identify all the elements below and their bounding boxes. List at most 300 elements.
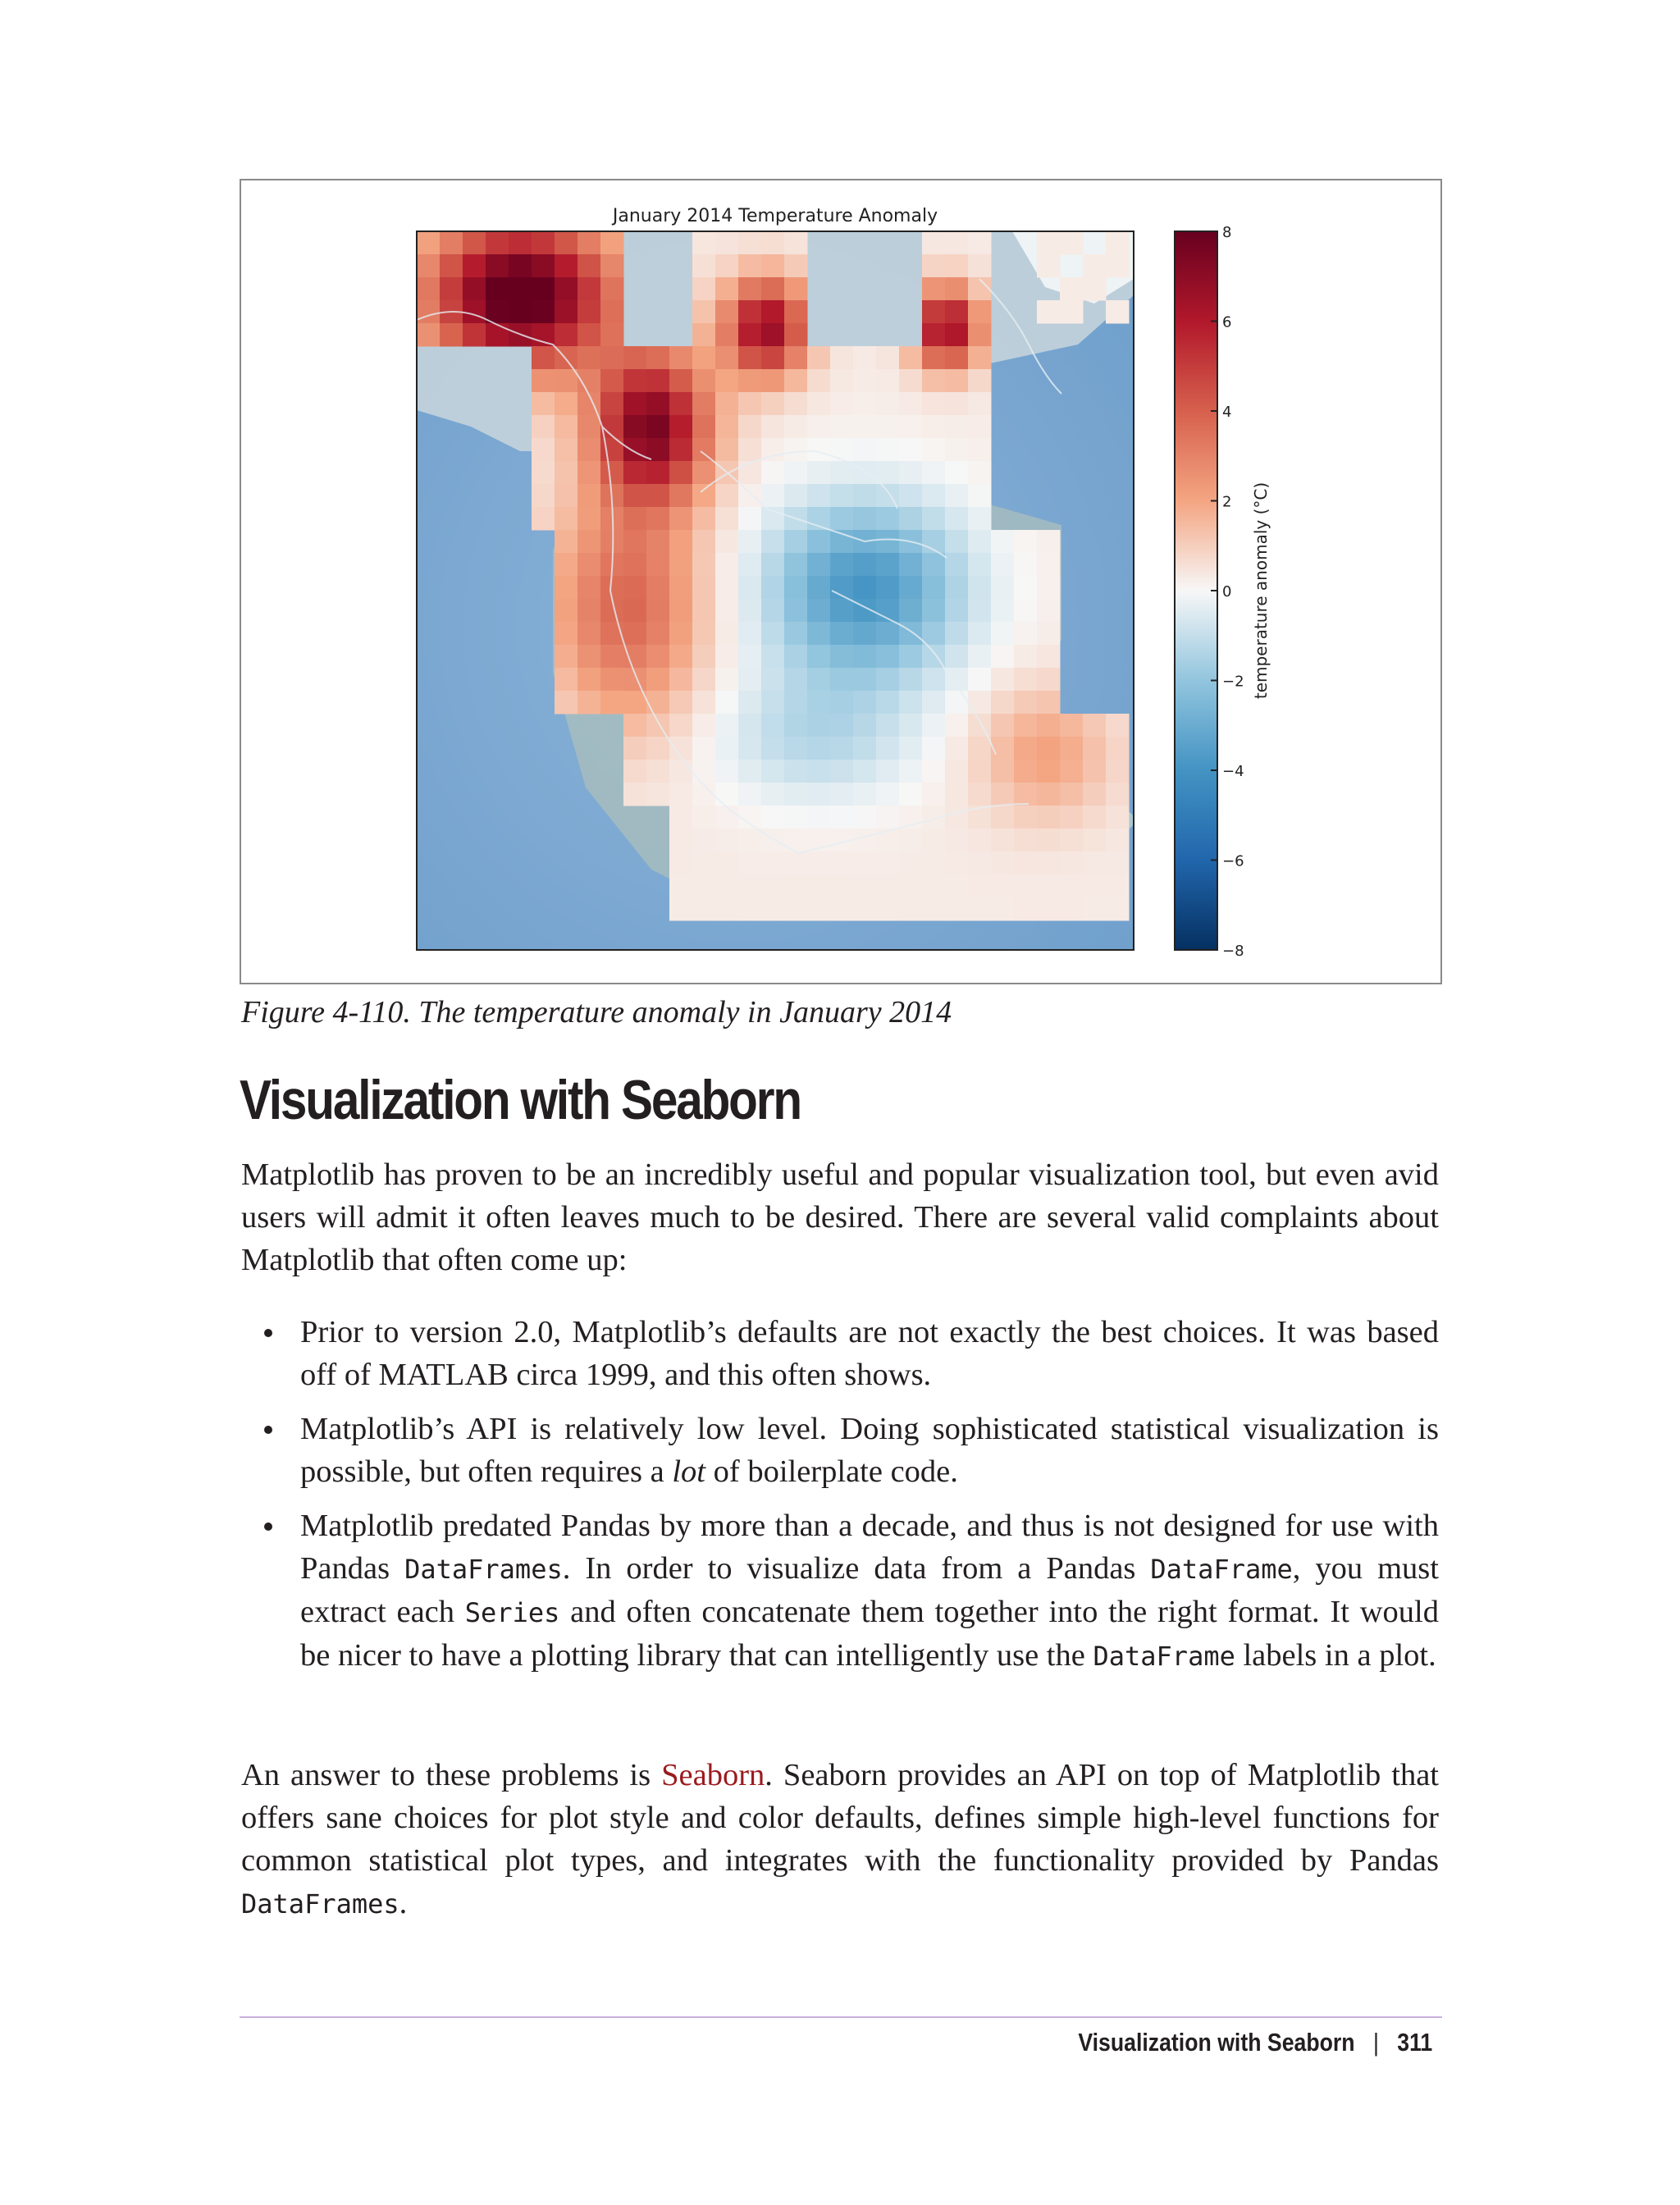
anomaly-cell: [1037, 668, 1061, 692]
anomaly-cell: [1014, 874, 1038, 898]
anomaly-cell: [578, 461, 601, 485]
anomaly-cell: [945, 415, 969, 439]
anomaly-cell: [922, 415, 946, 439]
anomaly-cell: [1037, 254, 1061, 278]
anomaly-cell: [509, 277, 532, 301]
bullet-text: Matplotlib predated Pandas by more than a decade, and thus is not designed for use with Pandas: [300, 1509, 1439, 1586]
anomaly-cell: [715, 874, 739, 898]
anomaly-cell: [876, 576, 900, 600]
anomaly-cell: [945, 576, 969, 600]
anomaly-cell: [922, 369, 946, 393]
anomaly-cell: [922, 714, 946, 737]
anomaly-cell: [738, 415, 762, 439]
colorbar-tick-label: 4: [1222, 404, 1232, 421]
bullet-icon: [264, 1522, 272, 1531]
bullet-text: , you must extract each: [300, 1551, 1439, 1629]
anomaly-cell: [555, 668, 578, 692]
anomaly-cell: [968, 231, 992, 255]
anomaly-cell: [945, 484, 969, 508]
seaborn-link[interactable]: Seaborn: [661, 1758, 765, 1792]
anomaly-cell: [486, 231, 509, 255]
inline-code: Series: [464, 1597, 560, 1628]
anomaly-cell: [784, 231, 808, 255]
anomaly-cell: [646, 438, 670, 462]
anomaly-cell: [623, 599, 647, 623]
anomaly-cell: [646, 484, 670, 508]
anomaly-cell: [945, 277, 969, 301]
anomaly-cell: [830, 507, 854, 531]
anomaly-cell: [646, 645, 670, 669]
anomaly-cell: [784, 599, 808, 623]
anomaly-cell: [646, 714, 670, 737]
anomaly-cell: [1083, 783, 1107, 806]
anomaly-cell: [1106, 254, 1130, 278]
anomaly-cell: [555, 277, 578, 301]
anomaly-cell: [945, 829, 969, 852]
anomaly-cell: [1014, 714, 1038, 737]
bullet-icon: [264, 1329, 272, 1337]
anomaly-cell: [1014, 851, 1038, 875]
anomaly-cell: [669, 346, 693, 370]
anomaly-cell: [784, 254, 808, 278]
anomaly-cell: [991, 851, 1015, 875]
anomaly-cell: [1014, 576, 1038, 600]
anomaly-cell: [807, 668, 831, 692]
anomaly-cell: [830, 461, 854, 485]
anomaly-cell: [692, 714, 716, 737]
anomaly-cell: [922, 668, 946, 692]
anomaly-cell: [853, 438, 877, 462]
anomaly-cell: [578, 576, 601, 600]
anomaly-cell: [715, 323, 739, 347]
anomaly-cell: [945, 392, 969, 416]
anomaly-cell: [968, 323, 992, 347]
anomaly-cell: [1060, 829, 1084, 852]
anomaly-cell: [578, 346, 601, 370]
anomaly-cell: [991, 599, 1015, 623]
anomaly-cell: [738, 323, 762, 347]
anomaly-cell: [692, 277, 716, 301]
anomaly-cell: [830, 392, 854, 416]
anomaly-cell: [830, 484, 854, 508]
anomaly-cell: [715, 392, 739, 416]
anomaly-cell: [623, 576, 647, 600]
anomaly-cell: [922, 897, 946, 921]
anomaly-cell: [968, 829, 992, 852]
anomaly-cell: [922, 737, 946, 760]
anomaly-cell: [922, 300, 946, 324]
anomaly-cell: [669, 484, 693, 508]
anomaly-cell: [555, 507, 578, 531]
anomaly-cell: [761, 737, 785, 760]
anomaly-cell: [1037, 599, 1061, 623]
anomaly-cell: [968, 874, 992, 898]
anomaly-cell: [968, 300, 992, 324]
anomaly-cell: [669, 897, 693, 921]
anomaly-cell: [807, 576, 831, 600]
bullet-text: Prior to version 2.0, Matplotlib’s defaults are not exactly the best choices. It was based off of MATLAB circa 1999, and this often shows.: [300, 1315, 1439, 1392]
anomaly-cell: [761, 851, 785, 875]
anomaly-cell: [876, 369, 900, 393]
anomaly-cell: [991, 806, 1015, 829]
anomaly-cell: [532, 277, 555, 301]
anomaly-cell: [1037, 300, 1061, 324]
anomaly-cell: [830, 645, 854, 669]
anomaly-cell: [1060, 231, 1084, 255]
anomaly-cell: [968, 438, 992, 462]
anomaly-cell: [1106, 783, 1130, 806]
anomaly-cell: [646, 576, 670, 600]
anomaly-cell: [646, 507, 670, 531]
anomaly-cell: [853, 553, 877, 577]
anomaly-cell: [853, 392, 877, 416]
anomaly-cell: [623, 553, 647, 577]
anomaly-cell: [784, 369, 808, 393]
anomaly-cell: [1014, 897, 1038, 921]
anomaly-cell: [761, 645, 785, 669]
anomaly-cell: [623, 530, 647, 554]
anomaly-cell: [945, 599, 969, 623]
anomaly-cell: [669, 369, 693, 393]
anomaly-cell: [853, 829, 877, 852]
anomaly-cell: [738, 691, 762, 714]
anomaly-cell: [876, 438, 900, 462]
anomaly-cell: [669, 806, 693, 829]
anomaly-cell: [463, 231, 486, 255]
colorbar-tick-label: 2: [1222, 493, 1232, 511]
anomaly-cell: [853, 760, 877, 783]
anomaly-cell: [646, 737, 670, 760]
anomaly-cell: [623, 714, 647, 737]
anomaly-cell: [1060, 874, 1084, 898]
anomaly-cell: [555, 369, 578, 393]
anomaly-cell: [876, 737, 900, 760]
anomaly-cell: [440, 231, 463, 255]
anomaly-cell: [899, 645, 923, 669]
anomaly-cell: [968, 622, 992, 646]
anomaly-cell: [761, 599, 785, 623]
anomaly-cell: [1106, 231, 1130, 255]
anomaly-cell: [578, 507, 601, 531]
anomaly-cell: [646, 415, 670, 439]
anomaly-cell: [692, 300, 716, 324]
anomaly-cell: [968, 760, 992, 783]
anomaly-cell: [692, 806, 716, 829]
anomaly-cell: [945, 645, 969, 669]
anomaly-cell: [853, 461, 877, 485]
anomaly-cell: [876, 622, 900, 646]
anomaly-cell: [853, 622, 877, 646]
anomaly-cell: [738, 254, 762, 278]
anomaly-cell: [578, 415, 601, 439]
anomaly-cell: [1037, 691, 1061, 714]
anomaly-cell: [1037, 645, 1061, 669]
anomaly-cell: [830, 897, 854, 921]
anomaly-cell: [991, 530, 1015, 554]
anomaly-cell: [968, 461, 992, 485]
list-item: [241, 1311, 1439, 1396]
anomaly-cell: [532, 346, 555, 370]
anomaly-cell: [991, 622, 1015, 646]
colorbar-tick-label: −8: [1222, 943, 1244, 960]
anomaly-cell: [922, 874, 946, 898]
inline-code: DataFrame: [1093, 1641, 1235, 1672]
anomaly-cell: [830, 438, 854, 462]
anomaly-cell: [830, 851, 854, 875]
anomaly-cell: [669, 507, 693, 531]
anomaly-cell: [578, 323, 601, 347]
anomaly-cell: [738, 714, 762, 737]
anomaly-cell: [715, 277, 739, 301]
anomaly-cell: [715, 668, 739, 692]
anomaly-cell: [1014, 806, 1038, 829]
anomaly-cell: [807, 783, 831, 806]
anomaly-cell: [784, 897, 808, 921]
anomaly-cell: [738, 851, 762, 875]
anomaly-cell: [1014, 760, 1038, 783]
anomaly-cell: [945, 231, 969, 255]
anomaly-cell: [1037, 760, 1061, 783]
anomaly-cell: [578, 530, 601, 554]
anomaly-cell: [623, 645, 647, 669]
temperature-anomaly-chart: [241, 180, 1444, 986]
anomaly-cell: [738, 461, 762, 485]
anomaly-cell: [1083, 874, 1107, 898]
bullet-text: Matplotlib’s API is relatively low level. Doing sophisticated statistical visualization is possible, but often requires a: [300, 1412, 1439, 1489]
anomaly-cell: [968, 392, 992, 416]
bullet-text: of boilerplate code.: [705, 1454, 958, 1489]
anomaly-cell: [600, 346, 624, 370]
anomaly-cell: [945, 737, 969, 760]
anomaly-cell: [532, 415, 555, 439]
anomaly-cell: [761, 806, 785, 829]
anomaly-cell: [600, 645, 624, 669]
anomaly-cell: [876, 851, 900, 875]
anomaly-cell: [417, 254, 441, 278]
anomaly-cell: [922, 576, 946, 600]
anomaly-cell: [853, 874, 877, 898]
anomaly-cell: [1106, 829, 1130, 852]
anomaly-cell: [1037, 851, 1061, 875]
anomaly-cell: [968, 254, 992, 278]
anomaly-cell: [968, 507, 992, 531]
anomaly-cell: [922, 783, 946, 806]
anomaly-cell: [692, 874, 716, 898]
anomaly-cell: [463, 300, 486, 324]
anomaly-cell: [784, 530, 808, 554]
anomaly-cell: [646, 553, 670, 577]
inline-code: DataFrame: [1150, 1554, 1293, 1585]
colorbar-tick-label: 8: [1222, 224, 1232, 241]
anomaly-cell: [853, 851, 877, 875]
anomaly-cell: [830, 553, 854, 577]
anomaly-cell: [692, 438, 716, 462]
anomaly-cell: [463, 254, 486, 278]
anomaly-cell: [715, 300, 739, 324]
anomaly-cell: [738, 645, 762, 669]
anomaly-cell: [692, 553, 716, 577]
anomaly-cell: [669, 438, 693, 462]
anomaly-cell: [1037, 714, 1061, 737]
anomaly-cell: [876, 415, 900, 439]
anomaly-cell: [1060, 851, 1084, 875]
anomaly-cell: [807, 346, 831, 370]
anomaly-cell: [1037, 783, 1061, 806]
anomaly-cell: [578, 277, 601, 301]
anomaly-cell: [945, 806, 969, 829]
anomaly-cell: [876, 897, 900, 921]
anomaly-cell: [555, 392, 578, 416]
anomaly-cell: [1106, 851, 1130, 875]
anomaly-cell: [1037, 737, 1061, 760]
anomaly-cell: [738, 438, 762, 462]
anomaly-cell: [807, 851, 831, 875]
anomaly-cell: [807, 530, 831, 554]
anomaly-cell: [692, 323, 716, 347]
anomaly-cell: [600, 254, 624, 278]
anomaly-cell: [600, 392, 624, 416]
map-area: [417, 231, 1135, 950]
anomaly-cell: [600, 231, 624, 255]
anomaly-cell: [715, 806, 739, 829]
anomaly-cell: [876, 714, 900, 737]
anomaly-cell: [830, 760, 854, 783]
anomaly-cell: [1106, 806, 1130, 829]
anomaly-cell: [922, 851, 946, 875]
anomaly-cell: [784, 438, 808, 462]
anomaly-cell: [692, 645, 716, 669]
anomaly-cell: [922, 553, 946, 577]
anomaly-cell: [968, 576, 992, 600]
anomaly-cell: [669, 461, 693, 485]
anomaly-cell: [968, 415, 992, 439]
colorbar-label: temperature anomaly (°C): [1251, 482, 1271, 700]
anomaly-cell: [899, 714, 923, 737]
anomaly-cell: [738, 346, 762, 370]
anomaly-cell: [876, 760, 900, 783]
answer-text: .: [399, 1886, 408, 1920]
anomaly-cell: [1037, 829, 1061, 852]
colorbar-tick-label: −2: [1222, 673, 1244, 691]
anomaly-cell: [1060, 806, 1084, 829]
anomaly-cell: [555, 599, 578, 623]
anomaly-cell: [738, 553, 762, 577]
anomaly-cell: [738, 392, 762, 416]
anomaly-cell: [692, 346, 716, 370]
answer-text: An answer to these problems is: [241, 1758, 662, 1792]
anomaly-cell: [830, 806, 854, 829]
anomaly-cell: [899, 392, 923, 416]
anomaly-cell: [669, 553, 693, 577]
anomaly-cell: [968, 553, 992, 577]
anomaly-cell: [761, 254, 785, 278]
anomaly-cell: [968, 346, 992, 370]
anomaly-cell: [1060, 277, 1084, 301]
anomaly-cell: [1037, 897, 1061, 921]
anomaly-cell: [555, 254, 578, 278]
anomaly-cell: [945, 438, 969, 462]
anomaly-cell: [945, 851, 969, 875]
anomaly-cell: [853, 576, 877, 600]
anomaly-cell: [669, 530, 693, 554]
colorbar-tick-label: 6: [1222, 313, 1232, 331]
anomaly-cell: [876, 530, 900, 554]
anomaly-cell: [922, 760, 946, 783]
anomaly-cell: [1060, 760, 1084, 783]
anomaly-cell: [761, 392, 785, 416]
anomaly-cell: [876, 668, 900, 692]
anomaly-cell: [692, 530, 716, 554]
anomaly-cell: [1037, 553, 1061, 577]
anomaly-cell: [600, 668, 624, 692]
anomaly-cell: [646, 691, 670, 714]
anomaly-cell: [945, 714, 969, 737]
anomaly-cell: [784, 300, 808, 324]
anomaly-cell: [807, 484, 831, 508]
anomaly-cell: [578, 622, 601, 646]
anomaly-cell: [853, 415, 877, 439]
anomaly-cell: [945, 530, 969, 554]
anomaly-cell: [807, 806, 831, 829]
anomaly-cell: [761, 484, 785, 508]
anomaly-cell: [761, 783, 785, 806]
anomaly-cell: [715, 530, 739, 554]
anomaly-cell: [669, 760, 693, 783]
anomaly-cell: [761, 530, 785, 554]
anomaly-cell: [945, 553, 969, 577]
anomaly-cell: [899, 438, 923, 462]
anomaly-cell: [1014, 599, 1038, 623]
anomaly-cell: [532, 231, 555, 255]
anomaly-cell: [623, 346, 647, 370]
anomaly-cell: [1083, 760, 1107, 783]
anomaly-cell: [1083, 254, 1107, 278]
anomaly-cell: [738, 760, 762, 783]
anomaly-cell: [784, 461, 808, 485]
anomaly-cell: [922, 231, 946, 255]
anomaly-cell: [555, 415, 578, 439]
anomaly-cell: [646, 369, 670, 393]
anomaly-cell: [669, 645, 693, 669]
anomaly-cell: [692, 897, 716, 921]
anomaly-cell: [623, 415, 647, 439]
anomaly-cell: [784, 415, 808, 439]
anomaly-cell: [1037, 530, 1061, 554]
anomaly-cell: [692, 231, 716, 255]
anomaly-cell: [853, 484, 877, 508]
anomaly-cell: [555, 231, 578, 255]
anomaly-cell: [1014, 691, 1038, 714]
anomaly-cell: [945, 507, 969, 531]
anomaly-cell: [1083, 806, 1107, 829]
anomaly-cell: [1060, 300, 1084, 324]
anomaly-cell: [555, 461, 578, 485]
emphasis: lot: [672, 1454, 705, 1489]
anomaly-cell: [486, 254, 509, 278]
anomaly-cell: [922, 691, 946, 714]
anomaly-cell: [1106, 714, 1130, 737]
anomaly-cell: [968, 737, 992, 760]
bullet-text: . In order to visualize data from a Pandas: [562, 1551, 1151, 1586]
anomaly-cell: [876, 829, 900, 852]
anomaly-cell: [876, 806, 900, 829]
anomaly-cell: [853, 714, 877, 737]
anomaly-cell: [646, 668, 670, 692]
anomaly-cell: [899, 829, 923, 852]
anomaly-cell: [807, 897, 831, 921]
anomaly-cell: [623, 737, 647, 760]
anomaly-cell: [991, 714, 1015, 737]
